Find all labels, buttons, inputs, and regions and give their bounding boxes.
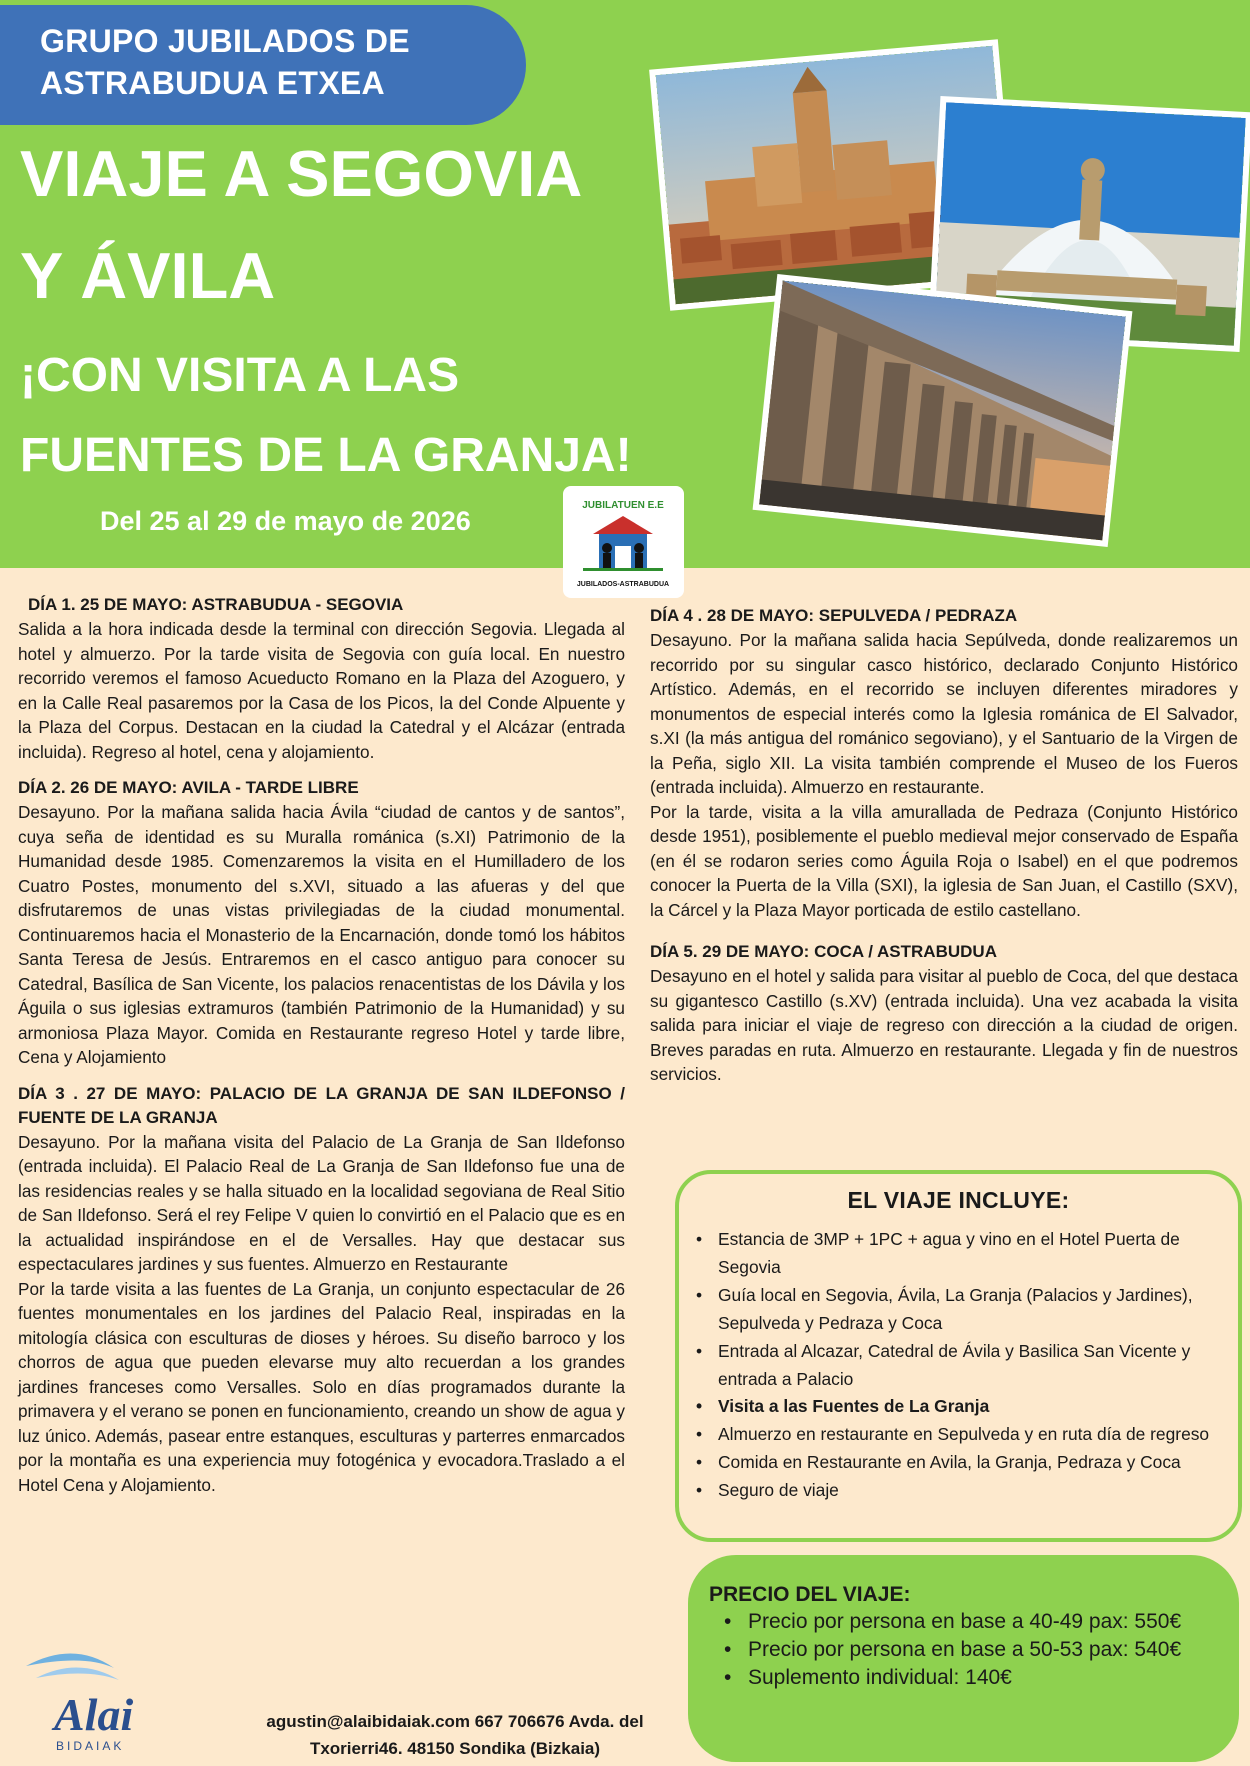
price-list (748, 1608, 1181, 1692)
contact-line2: Txorierri46. 48150 Sondika (Bizkaia) (309, 1739, 601, 1758)
includes-item: • Estancia de 3MP + 1PC + agua y vino en el Hotel Puerta de Segovia (718, 1226, 1223, 1282)
day1-text: Salida a la hora indicada desde la terminal con dirección Segovia. Llegada al hotel y almuerzo. Por la tarde visita de Segovia con guía local. En nuestro recorrido veremos el famoso Acueducto Romano en la Plaza del Azoguero, y en la Calle Real pasaremos por la Casa de los Picos, la del Conde Alpuente y la Plaza del Corpus. Destacan en la ciudad la Catedral y el Alcázar (entrada incluida). Regreso al hotel, cena y alojamiento. (18, 619, 625, 762)
day3-text-morning: Desayuno. Por la mañana visita del Palacio de La Granja de San Ildefonso (entrada incluida). El Palacio Real de La Granja de San Ildefonso fue una de las residencias reales y se halla situado en la localidad segoviana de Real Sitio de San Ildefonso. Será el rey Felipe V quien lo convirtió en el Palacio que es en la actualidad inspirándose en el de Versalles. Hay que destacar sus espectaculares jardines y sus fuentes. Almuerzo en Restaurante (18, 1131, 625, 1274)
includes-list (718, 1226, 1223, 1505)
day5-title: DÍA 5. 29 DE MAYO: COCA / ASTRABUDUA (650, 942, 997, 961)
trip-title-line1: VIAJE A SEGOVIA (20, 137, 583, 210)
trip-subtitle-line2: FUENTES DE LA GRANJA! (20, 429, 632, 482)
group-name-line1: GRUPO JUBILADOS DE (40, 23, 410, 59)
group-name-line2: ASTRABUDUA ETXEA (40, 65, 385, 101)
contact-info (220, 1708, 690, 1762)
trip-price-box (688, 1555, 1239, 1762)
includes-title: EL VIAJE INCLUYE: (847, 1187, 1070, 1213)
day4-title: DÍA 4 . 28 DE MAYO: SEPULVEDA / PEDRAZA (650, 606, 1018, 625)
trip-includes-box (675, 1170, 1242, 1542)
association-logo (563, 486, 684, 598)
day3-text-afternoon: Por la tarde visita a las fuentes de La Granja, un conjunto espectacular de 26 fuentes monumentales en los jardines del Palacio Real, inspiradas en la mitología clásica con esculturas de dioses y héroes. Su diseño barroco y los chorros de agua que pueden elevarse muy alto recuerdan a los grandes jardines franceses como Versalles. Solo en días programados durante la primavera y el verano se ponen en funcionamiento, creando un show de agua y luz único. Además, pasear entre estanques, esculturas y parterres enmarcados por la montaña es una experiencia muy fotogénica y evocadora.Traslado a el Hotel Cena y Alojamiento. (18, 1278, 625, 1495)
day2-text: Desayuno. Por la mañana salida hacia Ávila “ciudad de cantos y de santos”, cuya seña de identidad es su Muralla románica (s.XI) Patrimonio de la Humanidad desde 1985. Comenzaremos la visita en el Humilladero de los Cuatro Postes, monumento del s.XVI, situado a las afueras y del que disfrutaremos de unas vistas privilegiadas de la ciudad monumental. Continuaremos hacia el Monasterio de la Encarnación, donde tomó los hábitos Santa Teresa de Jesús. Entraremos en el casco antiguo para conocer su Catedral, Basílica de San Vicente, los palacios renacentistas de los Dávila y los Águila o sus iglesias extramuros (también Patrimonio de la Humanidad) y su armoniosa Plaza Mayor. Comida en Restaurante regreso Hotel y tarde libre, Cena y Alojamiento (18, 802, 625, 1067)
day2-title: DÍA 2. 26 DE MAYO: AVILA - TARDE LIBRE (18, 778, 359, 797)
header-banner (0, 0, 1250, 568)
day3-title: DÍA 3 . 27 DE MAYO: PALACIO DE LA GRANJA DE SAN ILDEFONSO / FUENTE DE LA GRANJA (18, 1083, 625, 1127)
includes-item: • Entrada al Alcazar, Catedral de Ávila y Basilica San Vicente y entrada a Palacio (718, 1338, 1223, 1394)
itinerary-right-column (650, 604, 1238, 1087)
includes-item: • Almuerzo en restaurante en Sepulveda y en ruta día de regreso (718, 1421, 1223, 1449)
logo-bottom-text: JUBILADOS-ASTRABUDUA (576, 581, 670, 588)
itinerary-left-column (18, 593, 625, 1497)
price-item: • Precio por persona en base a 40-49 pax: 550€ (748, 1608, 1181, 1636)
day5-text: Desayuno en el hotel y salida para visitar al pueblo de Coca, del que destaca su gigantesco Castillo (s.XV) (entrada incluida). Una vez acabada la visita salida para iniciar el viaje de regreso con dirección a la ciudad de origen. Breves paradas en ruta. Almuerzo en restaurante. Llegada y fin de nuestros servicios. (650, 966, 1238, 1084)
alai-brand-subtext: BIDAIAK (56, 1739, 125, 1753)
contact-line1: agustin@alaibidaiak.com 667 706676 Avda. del (266, 1712, 644, 1731)
alai-bidaiak-logo (14, 1638, 174, 1756)
includes-item-highlight: • Visita a las Fuentes de La Granja (718, 1393, 1223, 1421)
includes-item: • Guía local en Segovia, Ávila, La Granja (Palacios y Jardines), Sepulveda y Pedraza y Coca (718, 1282, 1223, 1338)
day4-text-afternoon: Por la tarde, visita a la villa amurallada de Pedraza (Conjunto Histórico desde 1951), posiblemente el pueblo medieval mejor conservado de España (en él se rodaron series como Águila Roja o Isabel) en el que podremos conocer la Puerta de la Villa (SXI), la iglesia de San Juan, el Castillo (SXV), la Cárcel y la Plaza Mayor porticada de estilo castellano. (650, 801, 1238, 920)
alai-brand-text: Alai (54, 1689, 134, 1740)
price-item: • Precio por persona en base a 50-53 pax: 540€ (748, 1636, 1181, 1664)
day4-text-morning: Desayuno. Por la mañana salida hacia Sepúlveda, donde realizaremos un recorrido por su singular casco histórico, declarado Conjunto Histórico Artístico. Además, en el recorrido se incluyen diferentes miradores y monumentos de especial interés como la Iglesia románica de El Salvador, s.XI (la más antigua del románico segoviano), y el Santuario de la Virgen de la Peña, siglo XII. La visita también comprende el Museo de los Fueros (entrada incluida). Almuerzo en restaurante. (650, 630, 1238, 797)
trip-title-line2: Y ÁVILA (20, 239, 276, 312)
price-title: PRECIO DEL VIAJE: (709, 1583, 911, 1606)
segovia-aqueduct-photo (759, 281, 1126, 541)
includes-item: • Comida en Restaurante en Avila, la Granja, Pedraza y Coca (718, 1449, 1223, 1477)
trip-dates: Del 25 al 29 de mayo de 2026 (100, 506, 471, 536)
day1-title: DÍA 1. 25 DE MAYO: ASTRABUDUA - SEGOVIA (28, 595, 404, 614)
trip-subtitle-line1: ¡CON VISITA A LAS (20, 349, 460, 402)
group-name-pill (0, 5, 526, 125)
price-item: • Suplemento individual: 140€ (748, 1664, 1181, 1692)
includes-item: • Seguro de viaje (718, 1477, 1223, 1505)
logo-top-text: JUBILATUEN E.E (582, 500, 664, 511)
